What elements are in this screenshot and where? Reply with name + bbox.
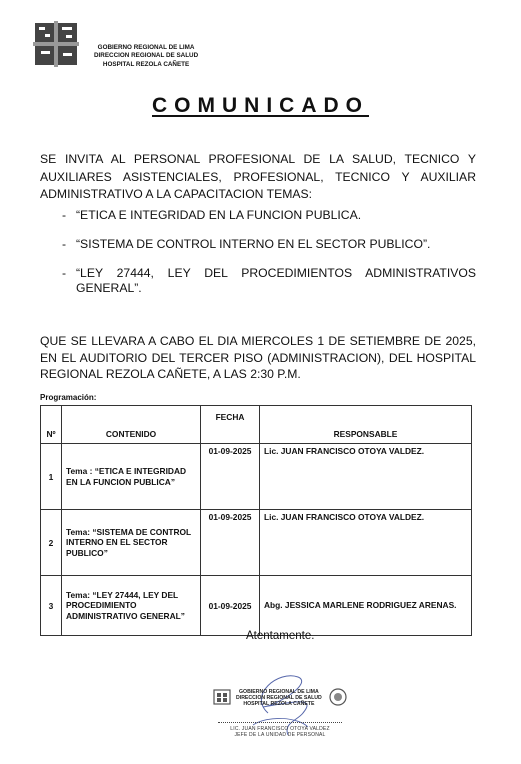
row-num: 2 xyxy=(41,510,62,576)
signatory xyxy=(212,726,348,738)
stamp-line: DIRECCION REGIONAL DE SALUD xyxy=(236,695,322,701)
institution-name xyxy=(94,44,198,69)
document-title: COMUNICADO xyxy=(152,94,369,117)
header-content: CONTENIDO xyxy=(62,406,201,444)
signatory-position: JEFE DE LA UNIDAD DE PERSONAL xyxy=(234,732,326,739)
table-row xyxy=(41,576,472,636)
table-header-row xyxy=(41,406,472,444)
stamp-text xyxy=(236,689,322,707)
institution-line: HOSPITAL REZOLA CAÑETE xyxy=(102,60,190,68)
institution-line: DIRECCION REGIONAL DE SALUD xyxy=(94,52,199,60)
row-num: 3 xyxy=(41,576,62,636)
header-responsible: RESPONSABLE xyxy=(260,406,472,444)
intro-paragraph: SE INVITA AL PERSONAL PROFESIONAL DE LA SALUD, TECNICO Y AUXILIARES ASISTENCIALES, PROFESIONAL, TECNICO Y AUXILIAR ADMINISTRATIVO A LA CAPACITACION TEMAS: xyxy=(40,152,476,201)
row-num: 1 xyxy=(41,444,62,510)
row-content: Tema: “SISTEMA DE CONTROL INTERNO EN EL SECTOR PUBLICO” xyxy=(62,510,201,576)
stamp-line: GOBIERNO REGIONAL DE LIMA xyxy=(239,689,319,695)
details-paragraph: QUE SE LLEVARA A CABO EL DIA MIERCOLES 1 DE SETIEMBRE DE 2025, EN EL AUDITORIO DEL TERCER PISO (ADMINISTRACION), DEL HOSPITAL REGIONAL REZOLA CAÑETE, A LAS 2:30 P.M. xyxy=(40,334,476,381)
signature-line xyxy=(218,722,342,723)
row-date: 01-09-2025 xyxy=(201,510,260,576)
header-num: Nº xyxy=(41,406,62,444)
row-responsible: Lic. JUAN FRANCISCO OTOYA VALDEZ. xyxy=(260,444,472,510)
stamp-line: HOSPITAL REZOLA CAÑETE xyxy=(243,701,315,707)
topic-text: “LEY 27444, LEY DEL PROCEDIMIENTOS ADMINISTRATIVOS GENERAL”. xyxy=(76,266,476,295)
row-responsible: Abg. JESSICA MARLENE RODRIGUEZ ARENAS. xyxy=(260,576,472,636)
schedule-table xyxy=(40,405,472,636)
list-item: - “LEY 27444, LEY DEL PROCEDIMIENTOS ADMINISTRATIVOS GENERAL”. xyxy=(62,266,476,295)
institution-line: GOBIERNO REGIONAL DE LIMA xyxy=(97,44,195,51)
row-responsible: Lic. JUAN FRANCISCO OTOYA VALDEZ. xyxy=(260,510,472,576)
topic-text: “SISTEMA DE CONTROL INTERNO EN EL SECTOR PUBLICO”. xyxy=(76,237,431,251)
row-content: Tema: “LEY 27444, LEY DEL PROCEDIMIENTO ADMINISTRATIVO GENERAL” xyxy=(62,576,201,636)
closing-text: Atentamente. xyxy=(246,630,315,642)
topic-text: “ETICA E INTEGRIDAD EN LA FUNCION PUBLICA. xyxy=(76,208,362,222)
list-item: - “SISTEMA DE CONTROL INTERNO EN EL SECTOR PUBLICO”. xyxy=(40,237,476,252)
topic-list xyxy=(40,208,476,310)
table-row xyxy=(41,510,472,576)
header-date: FECHA xyxy=(201,406,260,444)
schedule-label: Programación: xyxy=(40,393,97,402)
signature-stamp-icon xyxy=(208,665,358,755)
row-content: Tema : “ETICA E INTEGRIDAD EN LA FUNCION PUBLICA” xyxy=(62,444,201,510)
institution-logo-icon xyxy=(33,21,79,67)
list-item: - “ETICA E INTEGRIDAD EN LA FUNCION PUBLICA. xyxy=(40,208,476,223)
table-row xyxy=(41,444,472,510)
row-date: 01-09-2025 xyxy=(201,576,260,636)
signatory-name: LIC. JUAN FRANCISCO OTOYA VALDEZ xyxy=(230,726,330,732)
row-date: 01-09-2025 xyxy=(201,444,260,510)
